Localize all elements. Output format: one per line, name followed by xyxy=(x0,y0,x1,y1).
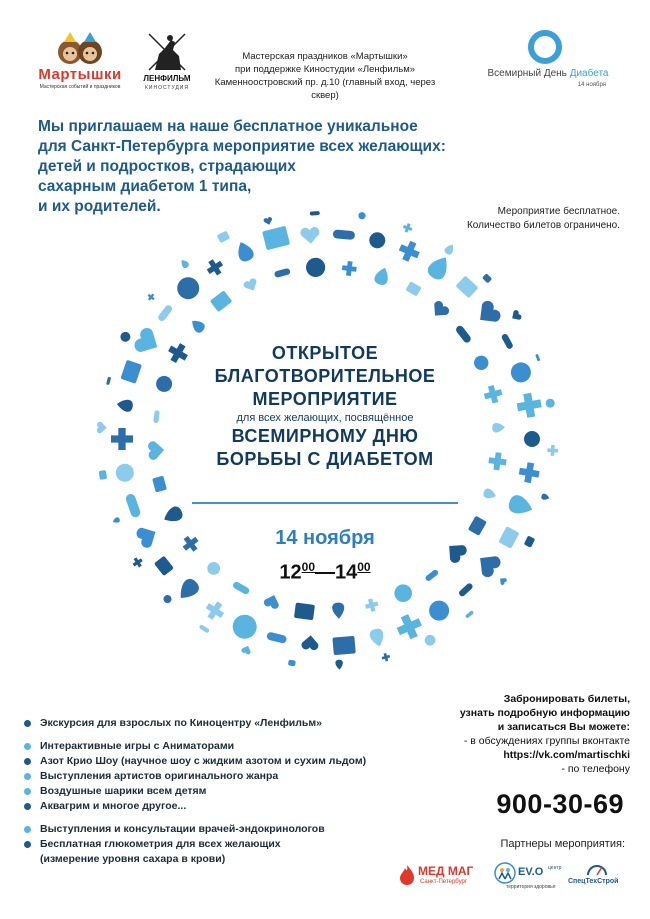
martyshki-tagline: Мастерская событий и праздников xyxy=(39,84,121,90)
lenfilm-tagline: КИНОСТУДИЯ xyxy=(144,85,190,91)
bullet-dot xyxy=(24,788,31,795)
ribbon-icon xyxy=(199,624,210,633)
eye-icon xyxy=(242,277,259,293)
family-icon xyxy=(494,862,516,884)
title-subtitle: для всех желающих, посвящённое xyxy=(236,412,414,424)
doctor-icon xyxy=(179,258,190,269)
insulin-pen-icon xyxy=(547,445,558,456)
wdd-label xyxy=(478,68,618,79)
organizer-address: Каменноостровский пр. д.10 (главный вход, через сквер) xyxy=(214,77,436,101)
syringe-icon xyxy=(310,211,320,215)
invitation-line: для Санкт-Петербурга мероприятие всех желающих: xyxy=(38,138,446,155)
program-item-text: Азот Крио Шоу (научное шоу с жидким азотом и сухим льдом) xyxy=(40,755,367,767)
cupcake-icon xyxy=(524,431,540,447)
header xyxy=(0,0,650,110)
scale-icon xyxy=(429,299,451,321)
theme-line: БОРЬБЫ С ДИАБЕТОМ xyxy=(216,449,434,469)
partners-title: Партнеры мероприятия: xyxy=(500,838,625,850)
glucometer-icon xyxy=(425,597,453,625)
time-end-minutes: 00 xyxy=(357,560,371,574)
running-man-icon xyxy=(301,635,319,651)
medical-cross-icon xyxy=(524,535,536,547)
heart-icon xyxy=(381,652,391,662)
insulin-pen-icon xyxy=(332,602,345,619)
calendar-icon xyxy=(161,504,185,525)
apple-icon xyxy=(482,384,504,406)
heart-icon xyxy=(402,222,414,234)
time-start-minutes: 00 xyxy=(301,560,315,574)
drop-icon xyxy=(116,398,134,412)
event-program-list xyxy=(20,716,420,867)
glucometer-icon xyxy=(173,273,204,304)
lenfilm-brand: ЛЕНФИЛЬМ xyxy=(143,74,191,83)
horseman-icon xyxy=(137,30,197,74)
title-line: МЕРОПРИЯТИЕ xyxy=(252,389,398,409)
calendar-icon xyxy=(146,292,156,302)
speedometer-icon xyxy=(586,862,608,876)
program-item xyxy=(20,784,420,799)
time-separator: — xyxy=(315,561,335,584)
invitation-line: и их родителей. xyxy=(38,198,161,215)
theme-line: ВСЕМИРНОМУ ДНЮ xyxy=(231,426,419,446)
lenfilm-logo xyxy=(137,30,197,96)
program-item xyxy=(20,769,420,784)
scale-icon xyxy=(333,229,356,240)
invitation-line: Мы приглашаем на наше бесплатное уникальное xyxy=(38,118,418,135)
bullet-dot xyxy=(24,743,31,750)
world-diabetes-day-logo xyxy=(478,30,618,96)
doctor-icon xyxy=(152,476,167,493)
glucometer-icon xyxy=(509,309,522,323)
drop-icon xyxy=(488,451,508,471)
drop-icon xyxy=(165,340,191,366)
pill-icon xyxy=(468,516,487,536)
pill-icon xyxy=(443,242,456,255)
medical-cross-icon xyxy=(217,231,231,244)
doctor-icon xyxy=(473,298,503,329)
booking-line: узнать подробную информацию xyxy=(459,707,630,719)
organizer-line: при поддержке Киностудии «Ленфильм» xyxy=(234,64,416,75)
eye-icon xyxy=(482,273,492,283)
partner-suffix: центр xyxy=(548,865,562,871)
pill-icon xyxy=(473,549,503,580)
foot-icon xyxy=(162,593,173,604)
program-item-text: Интерактивные игры с Аниматорами xyxy=(40,740,235,752)
program-item-text: Воздушные шарики всем детям xyxy=(40,785,207,797)
invitation-line: детей и подростков, страдающих xyxy=(38,158,296,175)
medical-cross-icon xyxy=(501,333,514,350)
event-date: 14 ноября xyxy=(275,527,375,549)
program-item xyxy=(20,716,420,731)
wdd-date: 14 ноября xyxy=(577,82,606,88)
heart-icon xyxy=(189,317,207,335)
apple-icon xyxy=(425,252,453,282)
organizer-info xyxy=(205,50,445,102)
free-note-line: Количество билетов ограничено. xyxy=(466,220,620,231)
invitation-text xyxy=(38,117,468,217)
event-time xyxy=(190,560,460,585)
phone-note: - по телефону xyxy=(561,763,630,775)
martyshki-logo xyxy=(30,32,130,96)
program-item xyxy=(20,799,420,814)
eye-icon xyxy=(458,582,474,598)
program-item-continuation xyxy=(20,852,420,867)
bullet-dot xyxy=(24,758,31,765)
foot-icon xyxy=(341,260,357,276)
title-line: ОТКРЫТОЕ xyxy=(271,343,379,363)
time-start-hour: 12 xyxy=(279,561,302,584)
running-man-icon xyxy=(300,227,320,245)
flask-icon xyxy=(202,598,227,623)
booking-line: Забронировать билеты, xyxy=(503,693,630,705)
syringe-icon xyxy=(154,374,174,394)
bullet-dot xyxy=(24,803,31,810)
medical-cross-icon xyxy=(148,441,165,461)
insulin-pen-icon xyxy=(332,636,355,655)
title-divider xyxy=(192,502,458,504)
vk-note: - в обсуждениях группы вконтакте xyxy=(463,735,630,747)
running-man-icon xyxy=(405,281,421,296)
flame-icon xyxy=(398,864,416,886)
pill-icon xyxy=(132,326,163,359)
pill-icon xyxy=(335,660,343,670)
stethoscope-icon xyxy=(97,422,107,434)
stethoscope-icon xyxy=(229,611,261,643)
bullet-dot xyxy=(24,773,31,780)
program-item xyxy=(20,837,420,852)
cupcake-icon xyxy=(114,462,135,483)
monkey-heads-icon xyxy=(50,32,110,66)
partner-evo xyxy=(494,860,564,896)
partner-medmag xyxy=(398,860,488,896)
ribbon-icon xyxy=(391,581,415,605)
partner-subtitle: Санкт-Петербург xyxy=(420,879,468,885)
bullet-dot xyxy=(24,826,31,833)
scale-icon xyxy=(263,593,282,610)
foot-icon xyxy=(545,398,555,408)
program-item-text: Аквагрим и многое другое... xyxy=(40,800,187,812)
ribbon-icon xyxy=(393,611,425,643)
bullet-dot xyxy=(24,720,31,727)
doctor-icon xyxy=(541,493,550,501)
heart-icon xyxy=(120,360,142,384)
drop-icon xyxy=(423,633,438,648)
invitation-line: сахарным диабетом 1 типа, xyxy=(38,178,252,195)
eye-icon xyxy=(157,304,174,323)
cupcake-icon xyxy=(263,217,273,226)
insulin-pen-icon xyxy=(131,556,145,570)
ribbon-icon xyxy=(305,257,325,277)
apple-icon xyxy=(119,330,132,343)
foot-icon xyxy=(234,239,256,263)
calendar-icon xyxy=(492,422,505,432)
cupcake-icon xyxy=(498,576,508,586)
wdd-label-text: Всемирный День xyxy=(487,68,570,79)
wdd-label-accent: Диабета xyxy=(569,68,609,79)
partner-name: СпецТехСтрой xyxy=(568,878,619,885)
vk-link[interactable]: https://vk.com/martischki xyxy=(503,749,630,761)
booking-line: и записаться Вы можете: xyxy=(497,721,630,733)
program-item-text: Выступления и консультации врачей-эндокринологов xyxy=(40,823,325,835)
drop-icon xyxy=(358,212,366,220)
doctor-icon xyxy=(135,523,161,550)
heart-icon xyxy=(482,488,497,501)
pill-icon xyxy=(210,290,233,312)
bullet-dot xyxy=(24,841,31,848)
drop-icon xyxy=(507,493,536,518)
blue-circle-icon xyxy=(528,30,562,64)
organizer-line: Мастерская праздников «Мартышки» xyxy=(242,51,408,62)
program-item xyxy=(20,754,420,769)
martyshki-brand: Мартышки xyxy=(38,66,122,83)
title-line: БЛАГОТВОРИТЕЛЬНОЕ xyxy=(214,366,436,386)
partner-name: EV.O xyxy=(518,866,544,878)
stethoscope-icon xyxy=(368,231,387,250)
program-item xyxy=(20,822,420,837)
running-man-icon xyxy=(294,603,315,621)
scale-icon xyxy=(99,470,108,480)
partner-name: МЕД МАГ xyxy=(418,864,474,878)
insulin-pen-icon xyxy=(373,266,391,287)
booking-info xyxy=(400,692,630,776)
glucometer-icon xyxy=(274,268,291,278)
cupcake-icon xyxy=(153,410,160,423)
program-item-text: Экскурсия для взрослых по Киноцентру «Ленфильм» xyxy=(40,717,322,729)
phone-number[interactable]: 900-30-69 xyxy=(496,789,624,819)
partner-spectechstroy xyxy=(568,860,626,896)
insulin-pen-icon xyxy=(262,226,290,251)
time-end-hour: 14 xyxy=(335,561,358,584)
calendar-icon xyxy=(154,556,174,576)
ribbon-icon xyxy=(535,354,540,362)
glucometer-icon xyxy=(241,644,253,655)
syringe-icon xyxy=(465,610,474,618)
scale-icon xyxy=(266,631,287,644)
foot-icon xyxy=(364,597,380,613)
syringe-icon xyxy=(518,461,541,484)
syringe-icon xyxy=(515,391,543,419)
flask-icon xyxy=(396,238,422,264)
medical-cross-icon xyxy=(125,493,142,519)
running-man-icon xyxy=(112,517,121,525)
program-item-text: Бесплатная глюкометрия для всех желающих xyxy=(40,838,281,850)
program-item-text: Выступления артистов оригинального жанра xyxy=(40,770,279,782)
cupcake-icon xyxy=(508,360,533,385)
foot-icon xyxy=(369,627,387,648)
heart-icon xyxy=(498,526,519,549)
eye-icon xyxy=(288,660,296,667)
ribbon-icon xyxy=(204,256,226,278)
program-item xyxy=(20,739,420,754)
calendar-icon xyxy=(456,275,479,298)
syringe-icon xyxy=(111,428,133,450)
flask-icon xyxy=(472,353,491,372)
partner-subtitle: территория здоровья xyxy=(506,884,556,890)
flask-icon xyxy=(106,377,111,386)
event-title xyxy=(190,342,460,471)
program-item-text: (измерение уровня сахара в крови) xyxy=(40,853,226,865)
free-note-line: Мероприятие бесплатное. xyxy=(497,206,620,217)
